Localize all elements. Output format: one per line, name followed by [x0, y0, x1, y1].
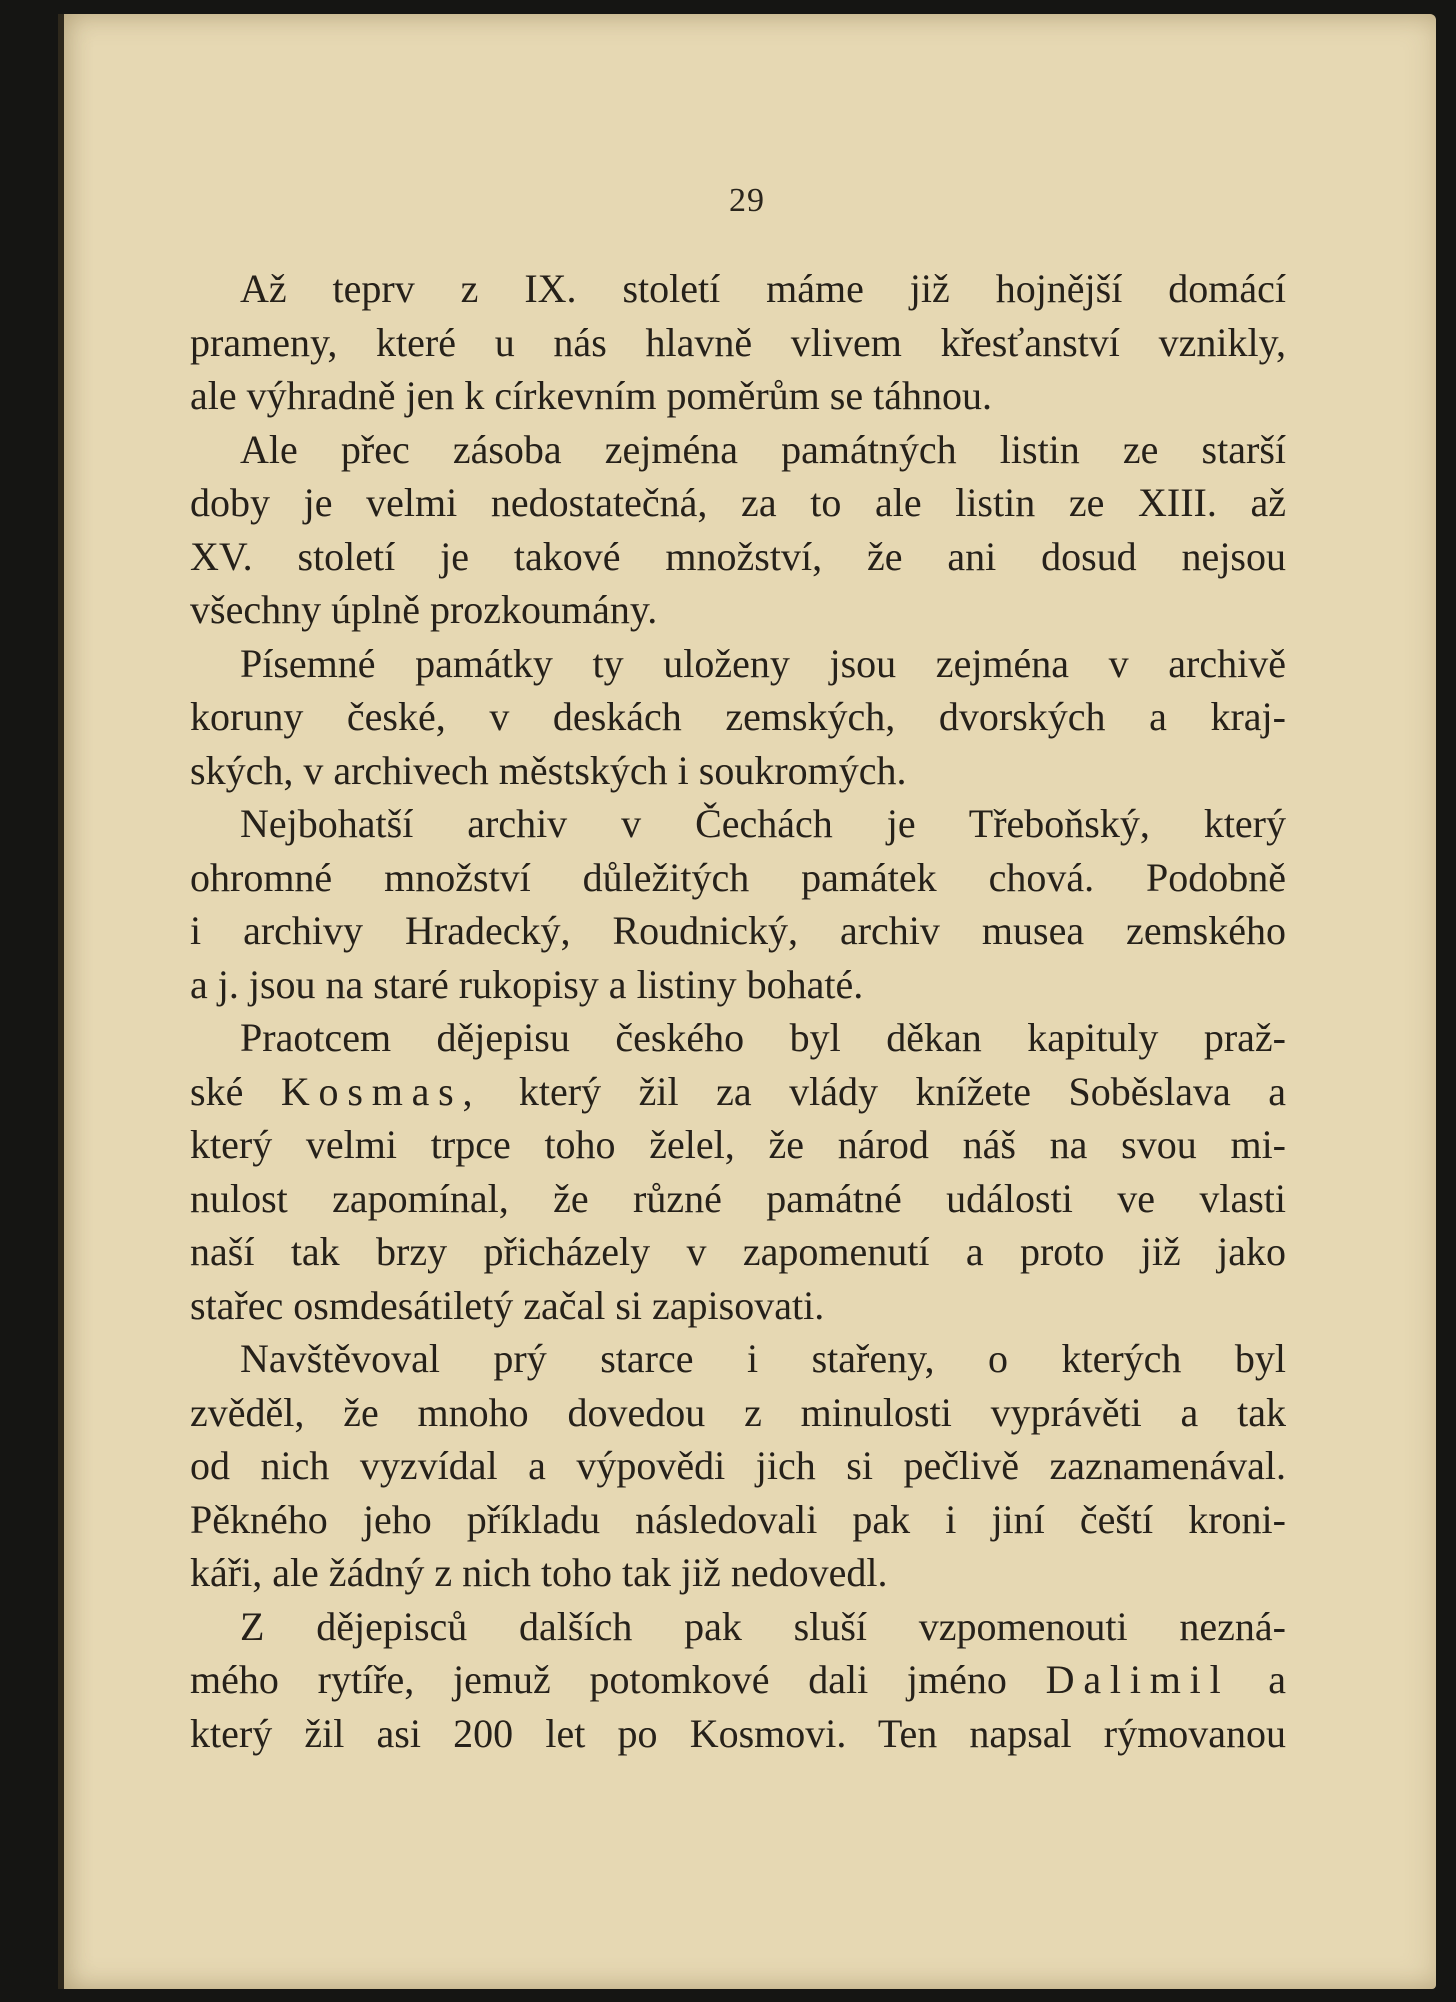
text-line: Praotcem dějepisu českého byl děkan kapituly praž- — [240, 1015, 1286, 1060]
text-line: ských, v archivech městských i soukromých. — [190, 747, 907, 793]
text-line: Nejbohatší archiv v Čechách je Třeboňský, který — [240, 801, 1286, 846]
text-line: Navštěvoval prý starce i stařeny, o kterých byl — [240, 1336, 1286, 1381]
text-segment: a — [1268, 1657, 1286, 1702]
text-line: a j. jsou na staré rukopisy a listiny bohaté. — [190, 961, 864, 1007]
text-line: který žil asi 200 let po Kosmovi. Ten napsal rýmovanou — [190, 1710, 1286, 1756]
body-text — [190, 262, 1286, 1760]
text-line: zvěděl, že mnoho dovedou z minulosti vyprávěti a tak — [190, 1389, 1286, 1435]
text-line: naší tak brzy přicházely v zapomenutí a proto již jako — [190, 1229, 1286, 1274]
text-line: koruny české, v deskách zemských, dvorských a kraj- — [190, 694, 1286, 739]
text-line: Až teprv z IX. století máme již hojnější domácí — [240, 266, 1286, 311]
text-line: i archivy Hradecký, Roudnický, archiv musea zemského — [190, 908, 1286, 953]
name-kosmas: Kosmas, — [280, 1068, 482, 1114]
spine-edge — [58, 14, 64, 1989]
text-line — [190, 1065, 1286, 1119]
text-line: který velmi trpce toho želel, že národ náš na svou mi- — [190, 1122, 1286, 1167]
text-line: ohromné množství důležitých památek chová. Podobně — [190, 854, 1286, 900]
text-line: prameny, které u nás hlavně vlivem křesťanství vznikly, — [190, 319, 1286, 365]
text-segment: který žil za vlády knížete Soběslava a — [518, 1068, 1287, 1114]
text-segment: mého rytíře, jemuž potomkové dali jméno — [190, 1657, 1007, 1702]
text-line: Pěkného jeho příkladu následovali pak i jiní čeští kroni- — [190, 1496, 1286, 1542]
text-line: káři, ale žádný z nich toho tak již nedovedl. — [190, 1550, 888, 1595]
text-line: ale výhradně jen k církevním poměrům se táhnou. — [190, 373, 992, 418]
text-line: od nich vyzvídal a výpovědi jich si pečlivě zaznamenával. — [190, 1443, 1286, 1488]
book-page — [58, 14, 1436, 1989]
text-line: doby je velmi nedostatečná, za to ale listin ze XIII. až — [190, 480, 1286, 525]
text-line — [190, 1653, 1286, 1707]
text-line: nulost zapomínal, že různé památné události ve vlasti — [190, 1175, 1286, 1221]
text-line: Z dějepisců dalších pak sluší vzpomenouti nezná- — [240, 1603, 1286, 1649]
text-line: Ale přec zásoba zejména památných listin ze starší — [240, 426, 1286, 472]
text-segment: ské — [190, 1068, 244, 1114]
text-line: XV. století je takové množství, že ani dosud nejsou — [190, 533, 1286, 579]
text-line: stařec osmdesátiletý začal si zapisovati. — [190, 1282, 825, 1328]
text-line: všechny úplně prozkoumány. — [190, 587, 658, 632]
page-number: 29 — [729, 182, 765, 219]
name-dalimil: Dalimil — [1045, 1657, 1230, 1702]
text-line: Písemné památky ty uloženy jsou zejména v archivě — [240, 640, 1286, 686]
